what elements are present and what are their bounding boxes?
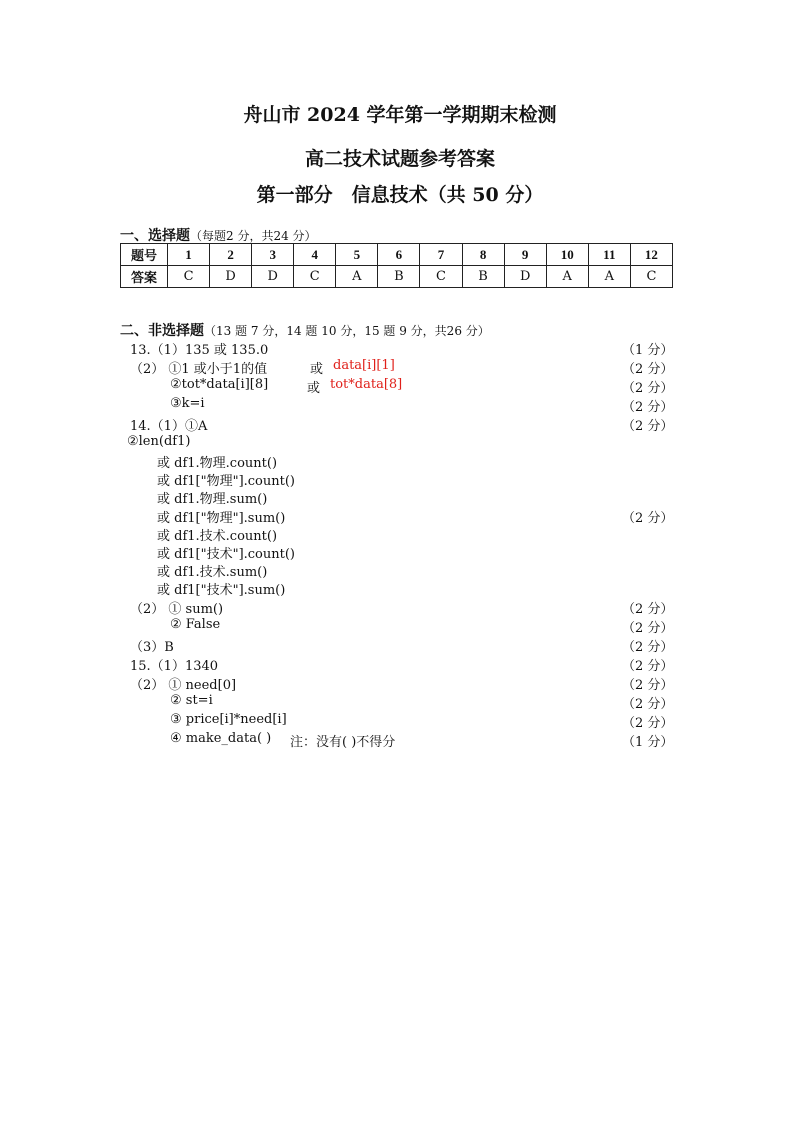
q15-part2-4: ④ make_data( ) bbox=[170, 731, 272, 746]
q14-alternative: 或 df1.技术.sum() bbox=[157, 565, 268, 580]
answer-cell: C bbox=[420, 266, 462, 288]
q14-part1-1: 14.（1）①A bbox=[130, 419, 208, 434]
q13-part2-3: ③k=i bbox=[170, 396, 205, 411]
question-number: 9 bbox=[504, 244, 546, 266]
points-q14-3: （2 分） bbox=[622, 640, 674, 655]
points-q15-2-2: （2 分） bbox=[622, 697, 674, 712]
answer-cell: A bbox=[336, 266, 378, 288]
points-q15-2-3: （2 分） bbox=[622, 716, 674, 731]
q15-part2-2: ② st=i bbox=[170, 693, 213, 708]
section2-heading-text: 二、非选择题 bbox=[120, 323, 204, 339]
q13-part2-1-or: 或 bbox=[310, 362, 324, 377]
answer-cell: C bbox=[630, 266, 672, 288]
q14-part2-1: （2） ① sum() bbox=[130, 602, 224, 617]
question-number: 1 bbox=[168, 244, 210, 266]
q13-part2-2: ②tot*data[i][8] bbox=[170, 377, 269, 392]
section1-heading-text: 一、选择题 bbox=[120, 228, 190, 244]
question-number: 6 bbox=[378, 244, 420, 266]
points-q13-2-2: （2 分） bbox=[622, 381, 674, 396]
q15-part2-4-note: 注：没有( )不得分 bbox=[290, 735, 396, 750]
points-q14-2-1: （2 分） bbox=[622, 602, 674, 617]
answer-cell: B bbox=[378, 266, 420, 288]
section1-note: （每题2 分，共24 分） bbox=[190, 229, 317, 243]
row-label-answers: 答案 bbox=[121, 266, 168, 288]
q13-part2-2-alternative: tot*data[8] bbox=[330, 377, 403, 392]
points-q15-1: （2 分） bbox=[622, 659, 674, 674]
question-number: 8 bbox=[462, 244, 504, 266]
answer-cell: D bbox=[504, 266, 546, 288]
answer-cell: B bbox=[462, 266, 504, 288]
answer-cell: C bbox=[294, 266, 336, 288]
question-number: 12 bbox=[630, 244, 672, 266]
question-number-row bbox=[121, 244, 673, 266]
question-number: 2 bbox=[210, 244, 252, 266]
q15-part1: 15.（1）1340 bbox=[130, 659, 219, 674]
q14-alternative: 或 df1["物理"].sum() bbox=[157, 511, 286, 526]
multiple-choice-answer-table bbox=[120, 243, 673, 288]
section2-note: （13 题 7 分，14 题 10 分，15 题 9 分，共26 分） bbox=[204, 324, 490, 338]
points-q15-2-4: （1 分） bbox=[622, 735, 674, 750]
answer-cell: D bbox=[210, 266, 252, 288]
q14-part1-2: ②len(df1) bbox=[127, 434, 191, 449]
answer-cell: D bbox=[252, 266, 294, 288]
part-title: 第一部分 信息技术（共 50 分） bbox=[256, 184, 544, 206]
q14-part3: （3）B bbox=[130, 640, 174, 655]
q14-alternative: 或 df1.物理.sum() bbox=[157, 492, 268, 507]
answer-cell: A bbox=[546, 266, 588, 288]
points-q14-2-2: （2 分） bbox=[622, 621, 674, 636]
document-title: 舟山市 2024 学年第一学期期末检测 bbox=[243, 104, 557, 126]
q14-part2-2: ② False bbox=[170, 617, 221, 632]
answer-cell: C bbox=[168, 266, 210, 288]
q14-alternative: 或 df1["技术"].sum() bbox=[157, 583, 286, 598]
question-number: 10 bbox=[546, 244, 588, 266]
q14-alternative: 或 df1["技术"].count() bbox=[157, 547, 295, 562]
q14-alternative: 或 df1.物理.count() bbox=[157, 456, 278, 471]
q13-part1: 13.（1）135 或 135.0 bbox=[130, 343, 269, 358]
points-q14-1-2: （2 分） bbox=[622, 511, 674, 526]
question-number: 4 bbox=[294, 244, 336, 266]
answer-row bbox=[121, 266, 673, 288]
q13-part2-2-or: 或 bbox=[307, 381, 321, 396]
section1-heading bbox=[120, 225, 317, 245]
question-number: 7 bbox=[420, 244, 462, 266]
section2-heading bbox=[120, 320, 490, 340]
points-q13-2-1: （2 分） bbox=[622, 362, 674, 377]
points-q14-1-1: （2 分） bbox=[622, 419, 674, 434]
points-q13-2-3: （2 分） bbox=[622, 400, 674, 415]
question-number: 11 bbox=[588, 244, 630, 266]
row-label-numbers: 题号 bbox=[121, 244, 168, 266]
question-number: 3 bbox=[252, 244, 294, 266]
answer-cell: A bbox=[588, 266, 630, 288]
question-number: 5 bbox=[336, 244, 378, 266]
q15-part2-1: （2） ① need[0] bbox=[130, 678, 237, 693]
q14-alternative: 或 df1.技术.count() bbox=[157, 529, 278, 544]
points-q15-2-1: （2 分） bbox=[622, 678, 674, 693]
points-q13-1: （1 分） bbox=[622, 343, 674, 358]
document-subtitle: 高二技术试题参考答案 bbox=[304, 148, 495, 170]
q15-part2-3: ③ price[i]*need[i] bbox=[170, 712, 287, 727]
q13-part2-1: （2） ①1 或小于1的值 bbox=[130, 362, 268, 377]
q13-part2-1-alternative: data[i][1] bbox=[333, 358, 395, 373]
q14-alternative: 或 df1["物理"].count() bbox=[157, 474, 295, 489]
